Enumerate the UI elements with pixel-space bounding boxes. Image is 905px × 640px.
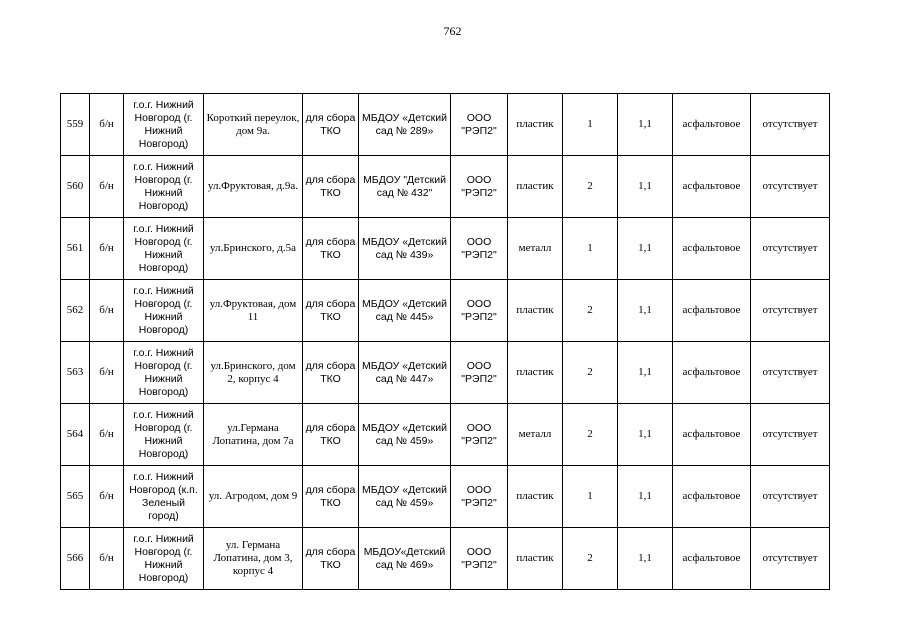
cell-fence: отсутствует bbox=[751, 342, 830, 404]
cell-row-number: 559 bbox=[61, 94, 90, 156]
cell-owner: МБДОУ «Детский сад № 459» bbox=[359, 466, 451, 528]
cell-fence: отсутствует bbox=[751, 156, 830, 218]
cell-material: пластик bbox=[508, 466, 563, 528]
cell-row-number: 566 bbox=[61, 528, 90, 590]
cell-purpose: для сбора ТКО bbox=[303, 156, 359, 218]
table-row bbox=[61, 156, 830, 218]
cell-material: пластик bbox=[508, 280, 563, 342]
cell-container-count: 2 bbox=[563, 404, 618, 466]
cell-fence: отсутствует bbox=[751, 528, 830, 590]
cell-container-count: 1 bbox=[563, 218, 618, 280]
cell-locality: г.о.г. Нижний Новгород (г. Нижний Новгород) bbox=[124, 528, 204, 590]
cell-container-volume: 1,1 bbox=[618, 404, 673, 466]
cell-locality: г.о.г. Нижний Новгород (г. Нижний Новгород) bbox=[124, 280, 204, 342]
cell-purpose: для сбора ТКО bbox=[303, 528, 359, 590]
cell-registration-number: б/н bbox=[90, 156, 124, 218]
cell-row-number: 560 bbox=[61, 156, 90, 218]
cell-operator: ООО "РЭП2" bbox=[451, 156, 508, 218]
cell-purpose: для сбора ТКО bbox=[303, 218, 359, 280]
page-number: 762 bbox=[443, 24, 462, 38]
cell-operator: ООО "РЭП2" bbox=[451, 218, 508, 280]
cell-surface: асфальтовое bbox=[673, 342, 751, 404]
cell-row-number: 565 bbox=[61, 466, 90, 528]
cell-surface: асфальтовое bbox=[673, 404, 751, 466]
cell-registration-number: б/н bbox=[90, 404, 124, 466]
cell-container-volume: 1,1 bbox=[618, 280, 673, 342]
cell-address: ул.Фруктовая, дом 11 bbox=[204, 280, 303, 342]
cell-operator: ООО "РЭП2" bbox=[451, 94, 508, 156]
cell-operator: ООО "РЭП2" bbox=[451, 404, 508, 466]
cell-registration-number: б/н bbox=[90, 466, 124, 528]
cell-address: Короткий переулок, дом 9а. bbox=[204, 94, 303, 156]
cell-row-number: 564 bbox=[61, 404, 90, 466]
cell-container-volume: 1,1 bbox=[618, 342, 673, 404]
table-row bbox=[61, 342, 830, 404]
cell-surface: асфальтовое bbox=[673, 466, 751, 528]
cell-container-count: 2 bbox=[563, 528, 618, 590]
cell-owner: МБДОУ «Детский сад № 459» bbox=[359, 404, 451, 466]
cell-address: ул. Агродом, дом 9 bbox=[204, 466, 303, 528]
cell-surface: асфальтовое bbox=[673, 156, 751, 218]
cell-container-count: 1 bbox=[563, 94, 618, 156]
table-row bbox=[61, 218, 830, 280]
cell-fence: отсутствует bbox=[751, 94, 830, 156]
cell-material: пластик bbox=[508, 342, 563, 404]
table-row bbox=[61, 466, 830, 528]
cell-owner: МБДОУ «Детский сад № 445» bbox=[359, 280, 451, 342]
cell-container-volume: 1,1 bbox=[618, 528, 673, 590]
cell-registration-number: б/н bbox=[90, 528, 124, 590]
cell-purpose: для сбора ТКО bbox=[303, 404, 359, 466]
cell-material: металл bbox=[508, 404, 563, 466]
cell-address: ул.Фруктовая, д.9а. bbox=[204, 156, 303, 218]
cell-purpose: для сбора ТКО bbox=[303, 94, 359, 156]
table-row bbox=[61, 280, 830, 342]
cell-locality: г.о.г. Нижний Новгород (к.п. Зеленый город) bbox=[124, 466, 204, 528]
cell-operator: ООО "РЭП2" bbox=[451, 342, 508, 404]
cell-material: пластик bbox=[508, 528, 563, 590]
table-body bbox=[61, 94, 830, 590]
cell-container-count: 2 bbox=[563, 156, 618, 218]
cell-container-volume: 1,1 bbox=[618, 156, 673, 218]
cell-owner: МБДОУ«Детский сад № 469» bbox=[359, 528, 451, 590]
cell-container-volume: 1,1 bbox=[618, 94, 673, 156]
cell-container-count: 2 bbox=[563, 280, 618, 342]
cell-fence: отсутствует bbox=[751, 466, 830, 528]
cell-locality: г.о.г. Нижний Новгород (г. Нижний Новгород) bbox=[124, 342, 204, 404]
cell-surface: асфальтовое bbox=[673, 94, 751, 156]
waste-sites-table bbox=[60, 93, 830, 590]
cell-fence: отсутствует bbox=[751, 404, 830, 466]
cell-operator: ООО "РЭП2" bbox=[451, 528, 508, 590]
cell-operator: ООО "РЭП2" bbox=[451, 466, 508, 528]
cell-material: пластик bbox=[508, 94, 563, 156]
cell-locality: г.о.г. Нижний Новгород (г. Нижний Новгород) bbox=[124, 156, 204, 218]
cell-surface: асфальтовое bbox=[673, 280, 751, 342]
cell-container-volume: 1,1 bbox=[618, 218, 673, 280]
cell-registration-number: б/н bbox=[90, 94, 124, 156]
cell-locality: г.о.г. Нижний Новгород (г. Нижний Новгород) bbox=[124, 218, 204, 280]
cell-purpose: для сбора ТКО bbox=[303, 280, 359, 342]
table-row bbox=[61, 94, 830, 156]
cell-container-volume: 1,1 bbox=[618, 466, 673, 528]
cell-address: ул.Бринского, д.5а bbox=[204, 218, 303, 280]
cell-owner: МБДОУ «Детский сад № 447» bbox=[359, 342, 451, 404]
cell-registration-number: б/н bbox=[90, 218, 124, 280]
cell-container-count: 2 bbox=[563, 342, 618, 404]
cell-operator: ООО "РЭП2" bbox=[451, 280, 508, 342]
cell-owner: МБДОУ "Детский сад № 432" bbox=[359, 156, 451, 218]
cell-address: ул.Бринского, дом 2, корпус 4 bbox=[204, 342, 303, 404]
cell-address: ул.Германа Лопатина, дом 7а bbox=[204, 404, 303, 466]
cell-material: пластик bbox=[508, 156, 563, 218]
cell-row-number: 561 bbox=[61, 218, 90, 280]
table-row bbox=[61, 528, 830, 590]
table-row bbox=[61, 404, 830, 466]
cell-container-count: 1 bbox=[563, 466, 618, 528]
cell-row-number: 563 bbox=[61, 342, 90, 404]
cell-registration-number: б/н bbox=[90, 342, 124, 404]
cell-registration-number: б/н bbox=[90, 280, 124, 342]
cell-fence: отсутствует bbox=[751, 280, 830, 342]
cell-material: металл bbox=[508, 218, 563, 280]
cell-row-number: 562 bbox=[61, 280, 90, 342]
cell-owner: МБДОУ «Детский сад № 439» bbox=[359, 218, 451, 280]
cell-owner: МБДОУ «Детский сад № 289» bbox=[359, 94, 451, 156]
cell-locality: г.о.г. Нижний Новгород (г. Нижний Новгород) bbox=[124, 94, 204, 156]
cell-address: ул. Германа Лопатина, дом 3, корпус 4 bbox=[204, 528, 303, 590]
cell-surface: асфальтовое bbox=[673, 218, 751, 280]
cell-purpose: для сбора ТКО bbox=[303, 466, 359, 528]
cell-locality: г.о.г. Нижний Новгород (г. Нижний Новгород) bbox=[124, 404, 204, 466]
cell-surface: асфальтовое bbox=[673, 528, 751, 590]
cell-purpose: для сбора ТКО bbox=[303, 342, 359, 404]
cell-fence: отсутствует bbox=[751, 218, 830, 280]
